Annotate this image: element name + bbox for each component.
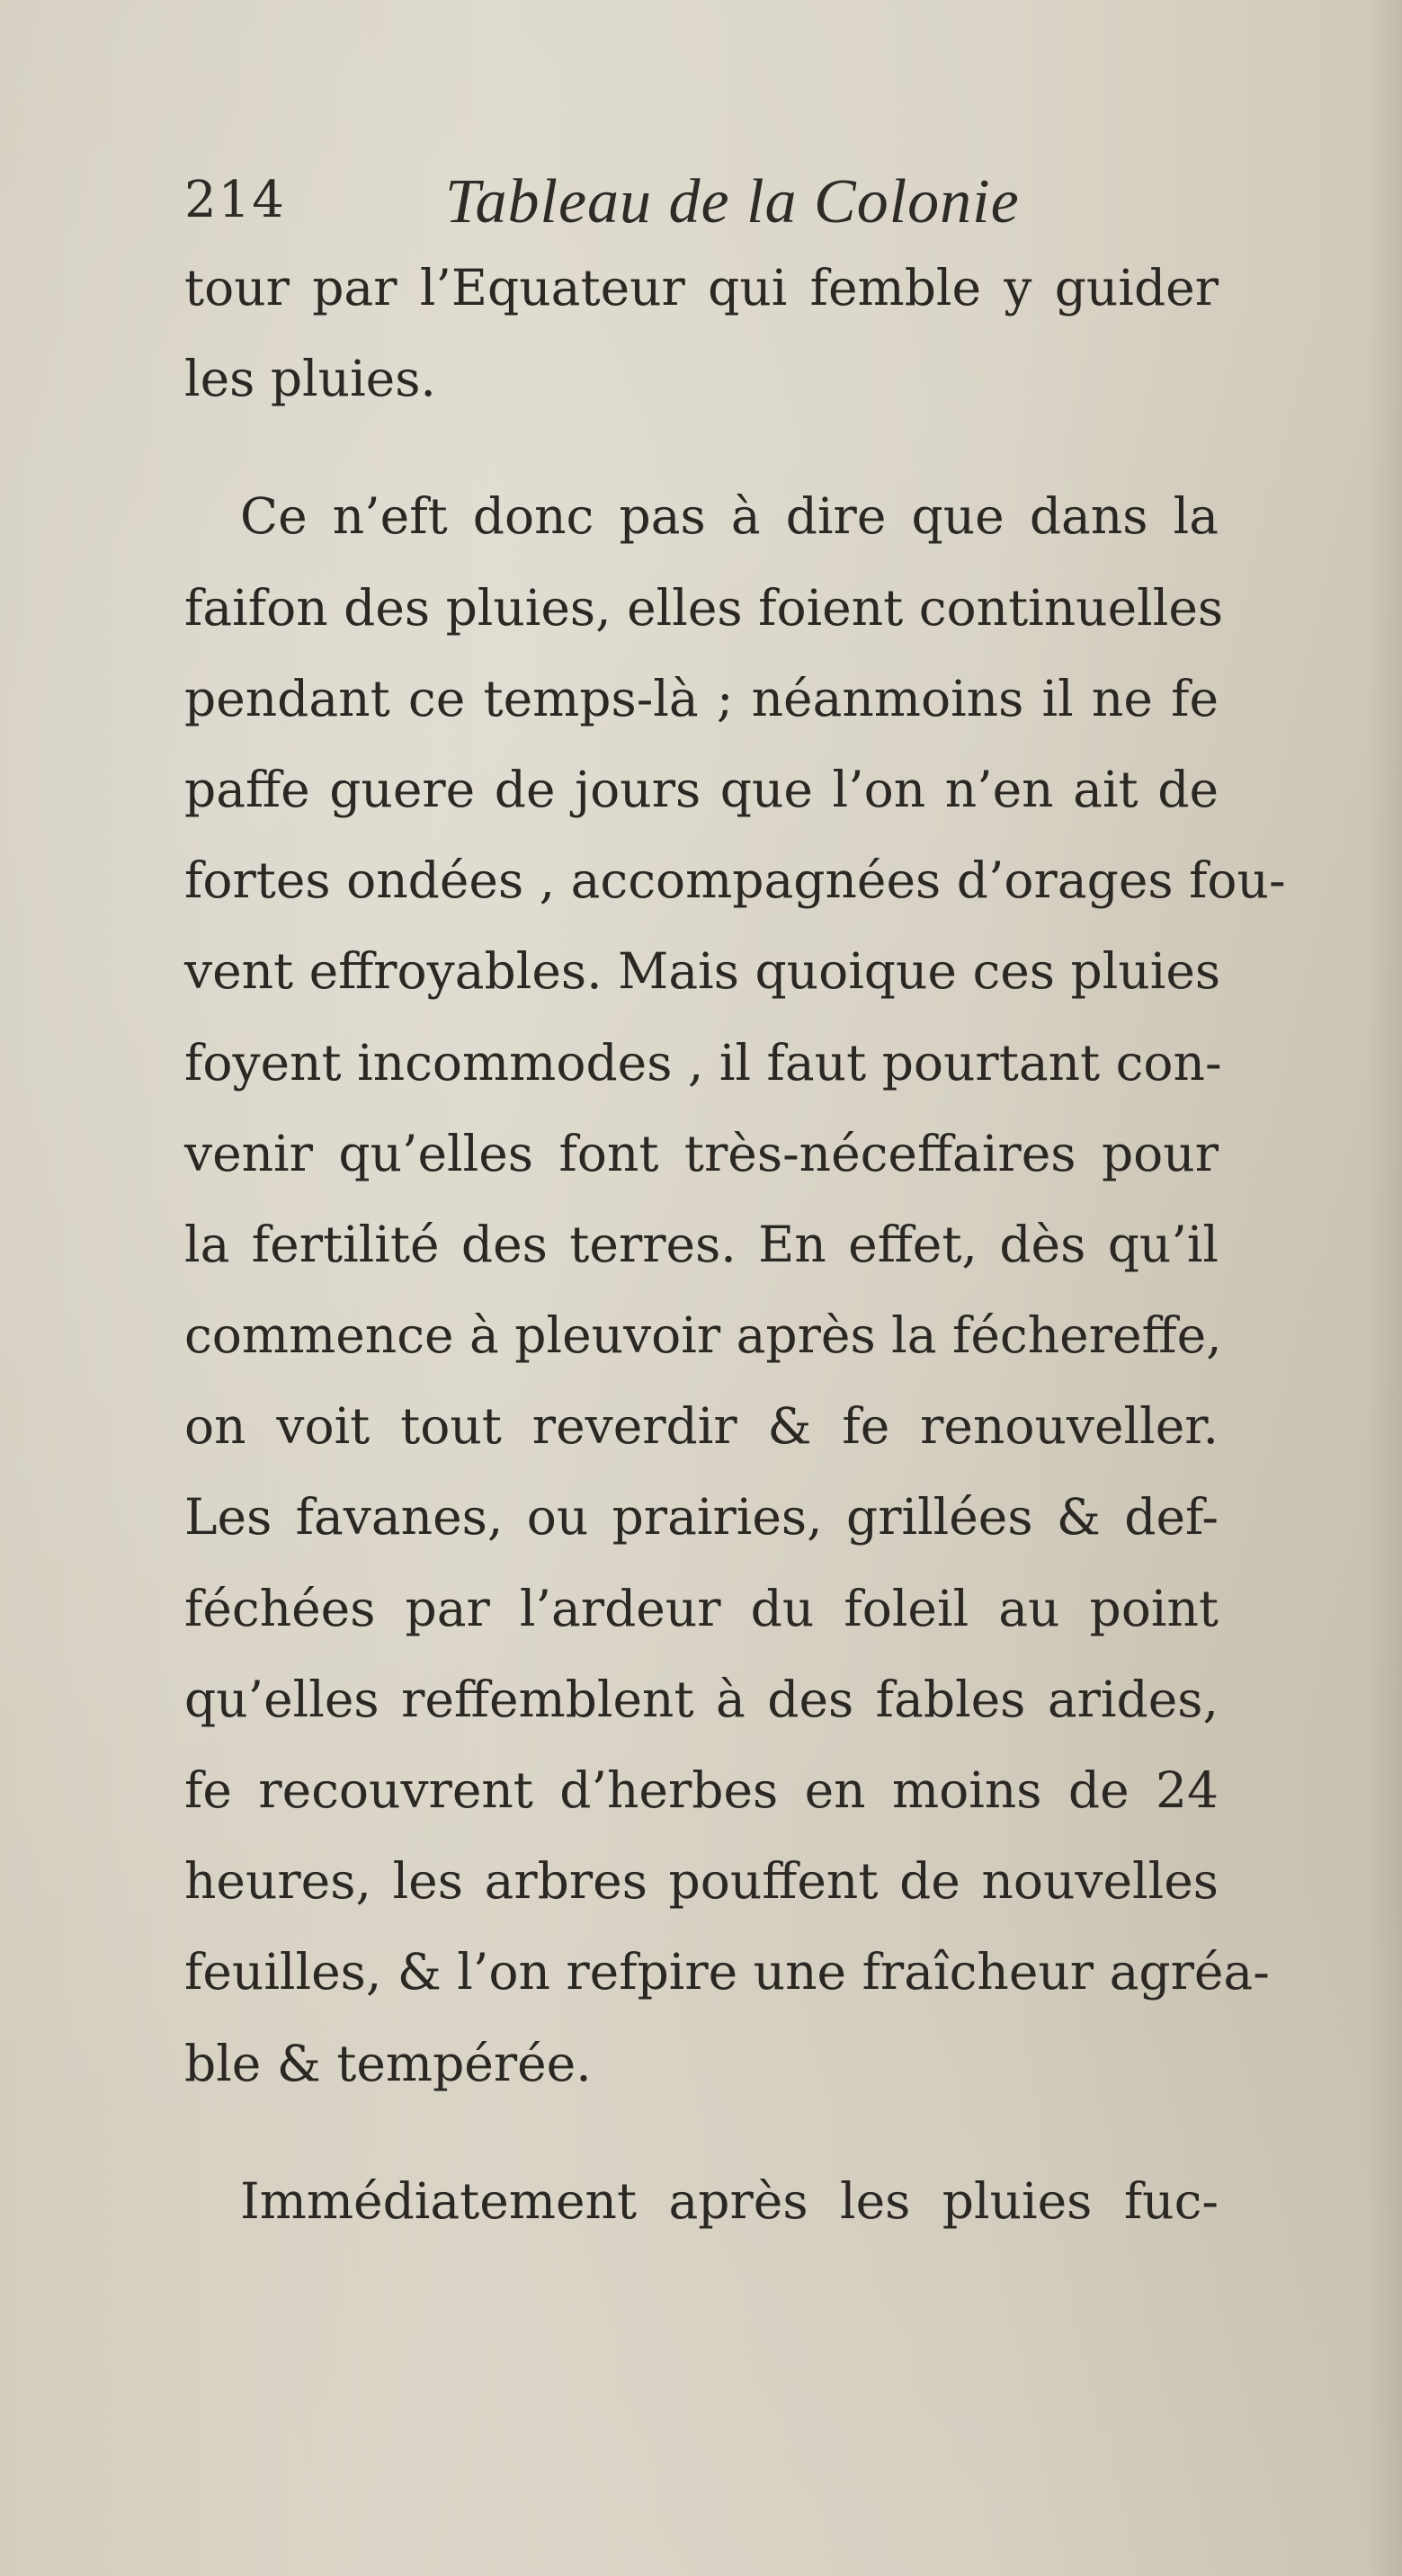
text-line: on voit tout reverdir & fe renouveller. <box>184 1397 1219 1456</box>
text-line: vent effroyables. Mais quoique ces pluies <box>184 942 1221 1001</box>
body-text <box>184 243 1286 2247</box>
text-line: tour par l’Equateur qui femble y guider <box>184 259 1219 316</box>
text-line: heures, les arbres pouffent de nouvelles <box>184 1852 1219 1911</box>
page-edge-shadow <box>1366 0 1402 2576</box>
paragraph-start-line: Immédiatement après les pluies fuc- <box>240 2171 1219 2230</box>
text-line: foyent incommodes , il faut pourtant con- <box>184 1033 1222 1092</box>
text-line: faifon des pluies, elles foient continuelles <box>184 578 1224 637</box>
text-line: les pluies. <box>184 350 436 408</box>
running-header <box>184 166 1219 247</box>
text-line: fe recouvrent d’herbes en moins de 24 <box>184 1761 1219 1819</box>
text-line: féchées par l’ardeur du foleil au point <box>184 1579 1219 1637</box>
text-line: pendant ce temps-là ; néanmoins il ne fe <box>184 669 1219 727</box>
page-number: 214 <box>184 171 286 229</box>
text-line: paffe guere de jours que l’on n’en ait de <box>184 760 1219 818</box>
text-line: la fertilité des terres. En effet, dès qu’il <box>184 1215 1219 1273</box>
paragraph-start-line: Ce n’eft donc pas à dire que dans la <box>240 487 1219 546</box>
text-line: fortes ondées , accompagnées d’orages fou- <box>184 851 1286 910</box>
text-line: ble & tempérée. <box>184 2034 592 2092</box>
text-line: commence à pleuvoir après la féchereffe, <box>184 1306 1222 1365</box>
text-line: Les favanes, ou prairies, grillées & def- <box>184 1488 1219 1546</box>
running-title: Tableau de la Colonie <box>445 167 1020 236</box>
text-line: venir qu’elles font très-néceffaires pour <box>184 1124 1219 1182</box>
text-line: qu’elles reffemblent à des fables arides, <box>184 1670 1219 1728</box>
text-line: feuilles, & l’on refpire une fraîcheur agréa- <box>184 1943 1270 2001</box>
